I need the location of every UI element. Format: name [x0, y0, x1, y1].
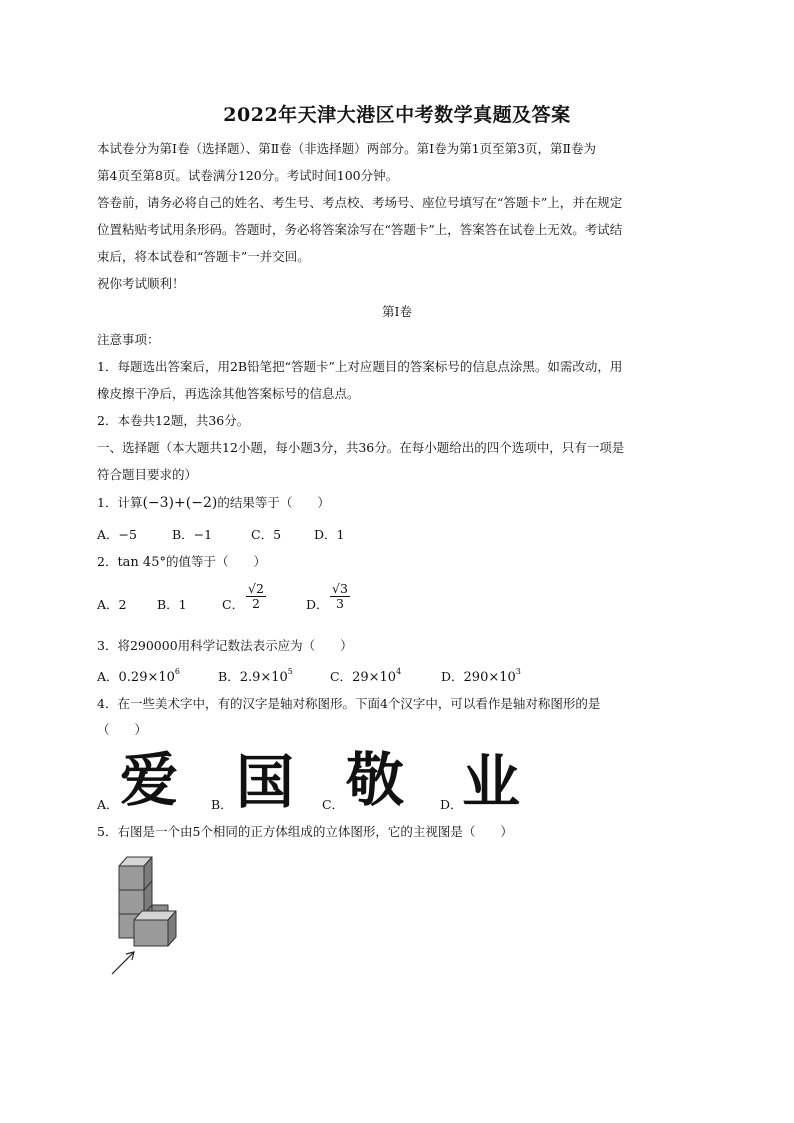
q3-option-d-base: 290×10 [463, 670, 516, 685]
q1-stem-suffix: 的结果等于（ ） [217, 495, 330, 510]
q4-char-ye: 业 [462, 748, 521, 816]
front-cube-face [134, 920, 168, 946]
q3-option-b-label: B． [218, 669, 240, 684]
cube-stack-figure [100, 850, 190, 980]
q3-option-a-exponent: 6 [174, 667, 181, 676]
q3-option-b-base: 2.9×10 [239, 670, 288, 685]
section-heading: 第Ⅰ卷 [382, 304, 412, 319]
view-direction-arrow [112, 952, 134, 974]
q4-char-jing: 敬 [346, 746, 405, 814]
q4-stem-line-1: 4．在一些美术字中，有的汉字是轴对称图形。下面4个汉字中，可以看作是轴对称图形的是 [97, 696, 601, 711]
q3-option-a [97, 667, 180, 685]
q4-char-guo: 国 [236, 748, 295, 816]
q3-option-c-label: C． [330, 669, 353, 684]
q3-option-d-label: D． [441, 669, 464, 684]
q2-option-d-fraction [330, 582, 350, 611]
q3-option-d [441, 667, 521, 685]
q3-option-a-label: A． [97, 669, 119, 684]
q2-stem [97, 552, 703, 570]
q1-option-c: C．5 [251, 527, 282, 542]
q2-option-c-label: C． [222, 597, 245, 612]
intro-line-6: 祝你考试顺利！ [97, 276, 185, 291]
page-title: 2022年天津大港区中考数学真题及答案 [223, 104, 571, 126]
q2-option-d [306, 595, 329, 613]
cube-front-middle [119, 890, 144, 914]
q3-option-d-exponent: 3 [515, 667, 521, 676]
q3-stem: 3．将290000用科学记数法表示应为（ ） [97, 638, 353, 653]
q2-stem-prefix: 2． [97, 554, 118, 569]
q2-option-d-denominator: 3 [335, 596, 344, 611]
q2-expression: tan 45° [117, 555, 166, 570]
intro-line-3: 答卷前，请务必将自己的姓名、考生号、考点校、考场号、座位号填写在“答题卡”上，并在规定 [97, 195, 623, 210]
intro-line-2: 第4页至第8页。试卷满分120分。考试时间100分钟。 [97, 168, 399, 183]
q1-option-a: A．−5 [97, 527, 137, 542]
q4-option-c-label: C． [322, 797, 345, 812]
q2-option-d-numerator: √3 [332, 581, 348, 596]
q1-option-d: D．1 [314, 527, 345, 542]
q3-option-c [330, 667, 401, 685]
q4-option-b-label: B． [211, 797, 233, 812]
q2-option-b: B．1 [157, 597, 187, 612]
q5-stem: 5．右图是一个由5个相同的正方体组成的立体图形，它的主视图是（ ） [97, 824, 513, 839]
q4-stem-line-2: （ ） [97, 722, 148, 737]
cube-front-top [119, 866, 144, 890]
q2-option-c-fraction [246, 582, 266, 611]
note-2: 2．本卷共12题，共36分。 [97, 413, 250, 428]
q1-option-b: B．−1 [172, 527, 213, 542]
q4-option-a-label: A． [97, 797, 119, 812]
q2-option-c-denominator: 2 [251, 596, 260, 611]
part1-instructions-line-2: 符合题目要求的） [97, 467, 198, 482]
q3-option-b-exponent: 5 [287, 667, 293, 676]
q1-stem [97, 493, 703, 511]
q3-option-c-exponent: 4 [396, 667, 402, 676]
q1-stem-prefix: 1．计算 [97, 495, 143, 510]
q3-option-b [218, 667, 293, 685]
q2-option-c [222, 595, 244, 613]
part1-instructions-line-1: 一、选择题（本大题共12小题，每小题3分，共36分。在每小题给出的四个选项中，只有一项是 [97, 440, 625, 455]
q2-option-c-numerator: √2 [248, 581, 264, 596]
q2-stem-suffix: 的值等于（ ） [165, 554, 266, 569]
q2-option-a: A．2 [97, 597, 127, 612]
q1-expression: (−3)+(−2) [142, 495, 218, 511]
q4-char-ai: 爱 [120, 746, 179, 814]
q4-option-d-label: D． [440, 797, 463, 812]
intro-line-1: 本试卷分为第Ⅰ卷（选择题）、第Ⅱ卷（非选择题）两部分。第Ⅰ卷为第1页至第3页，第Ⅱ卷为 [97, 141, 597, 156]
intro-line-4: 位置粘贴考试用条形码。答题时，务必将答案涂写在“答题卡”上，答案答在试卷上无效。考试结 [97, 222, 623, 237]
intro-line-5: 束后，将本试卷和“答题卡”一并交回。 [97, 249, 310, 264]
q2-option-d-label: D． [306, 597, 329, 612]
q3-option-a-base: 0.29×10 [118, 670, 175, 685]
notes-heading: 注意事项： [97, 332, 160, 347]
q3-option-c-base: 29×10 [352, 670, 397, 685]
note-1-line-1: 1．每题选出答案后，用2B铅笔把“答题卡”上对应题目的答案标号的信息点涂黑。如需改动，用 [97, 359, 623, 374]
note-1-line-2: 橡皮擦干净后，再选涂其他答案标号的信息点。 [97, 386, 360, 401]
